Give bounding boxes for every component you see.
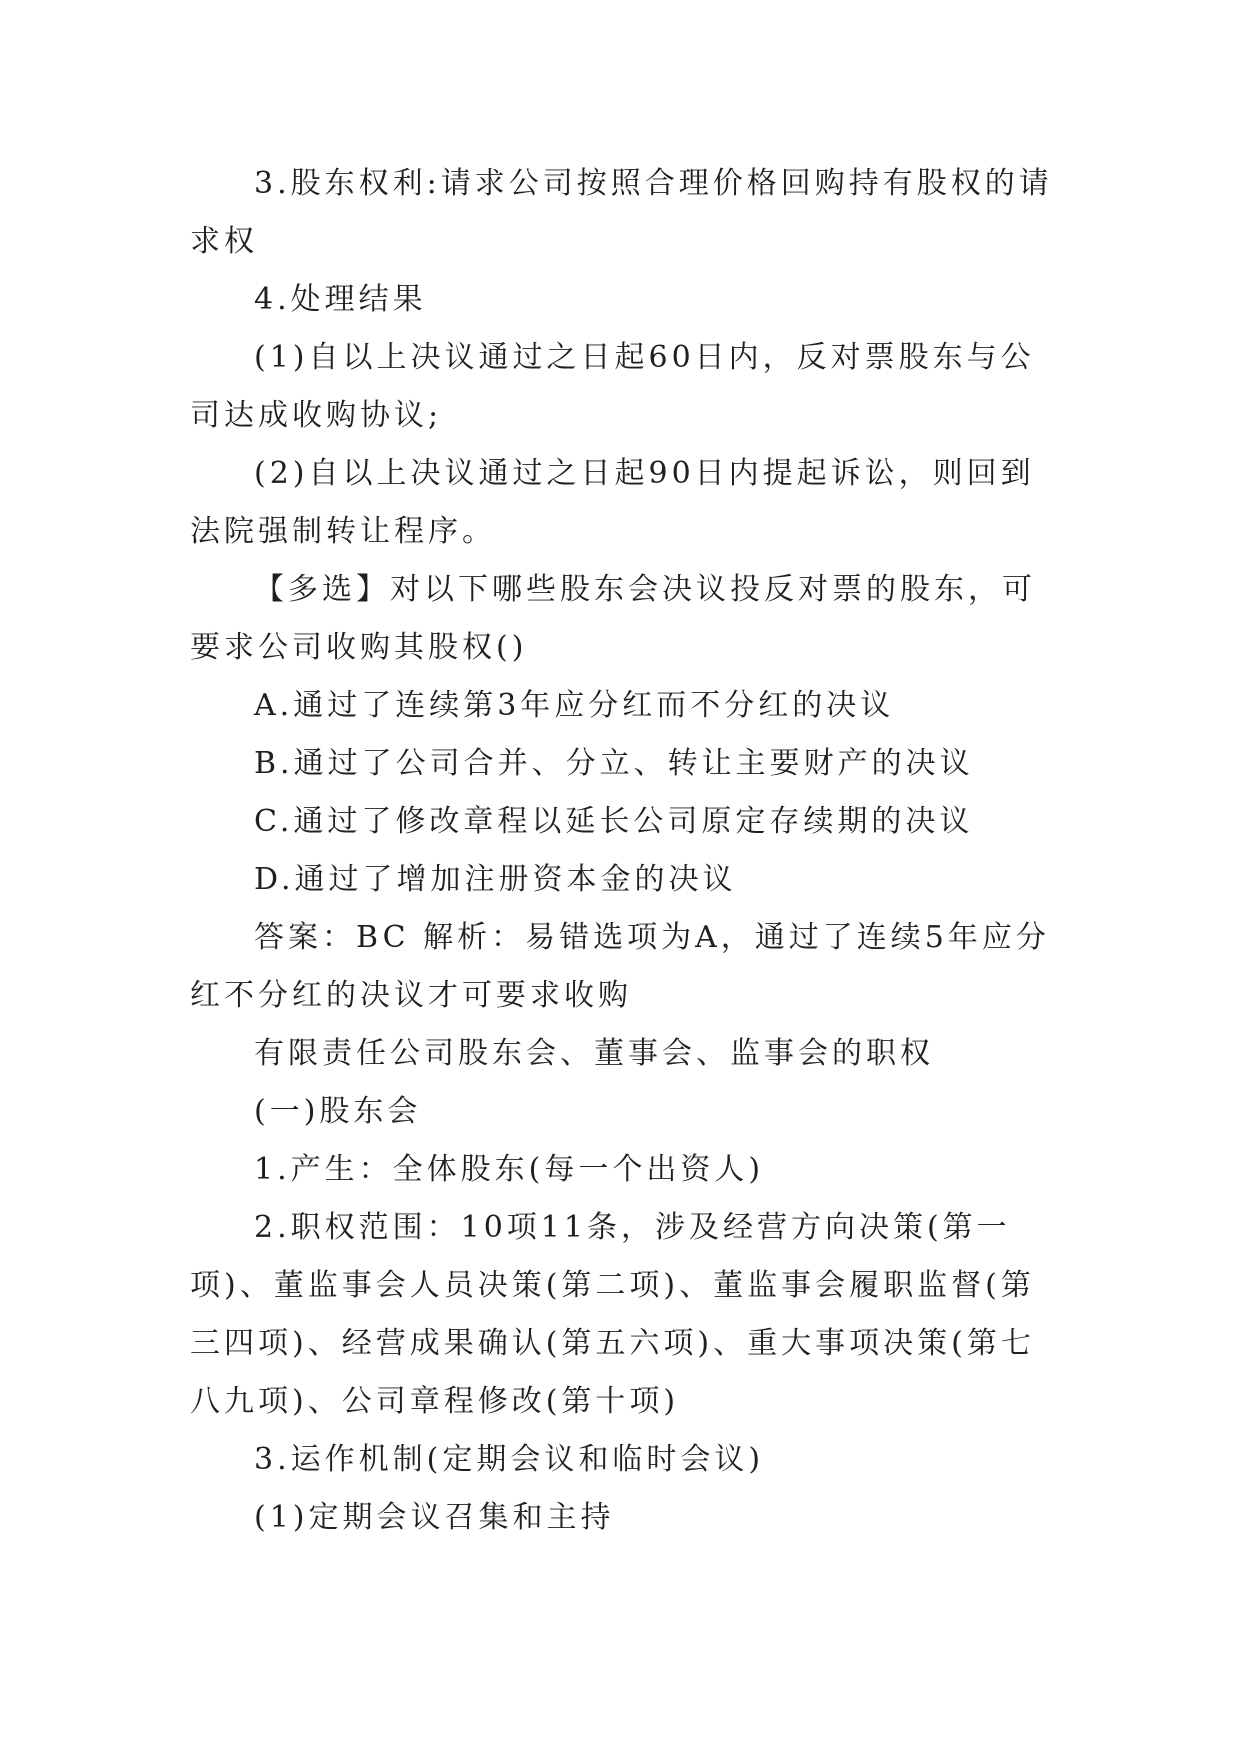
paragraph-formation: 1.产生：全体股东(每一个出资人) xyxy=(254,1152,765,1187)
paragraph-operating-mechanism: 3.运作机制(定期会议和临时会议) xyxy=(254,1442,765,1477)
paragraph-scope-of-powers: 2.职权范围：10项11条，涉及经营方向决策(第一项)、董监事会人员决策(第二项)、董监事会履职监督(第三四项)、经营成果确认(第五六项)、重大事项决策(第七八九项)、公司章程修改(第十项) xyxy=(190,1210,1035,1419)
paragraph-shareholders-meeting-heading: (一)股东会 xyxy=(254,1094,422,1129)
paragraph-option-a: A.通过了连续第3年应分红而不分红的决议 xyxy=(254,688,895,723)
document-body xyxy=(190,155,1060,1547)
paragraph-option-c: C.通过了修改章程以延长公司原定存续期的决议 xyxy=(254,804,974,839)
paragraph-option-b: B.通过了公司合并、分立、转让主要财产的决议 xyxy=(254,746,974,781)
paragraph-regular-meeting: (1)定期会议召集和主持 xyxy=(254,1500,615,1535)
paragraph-handling-result-heading: 4.处理结果 xyxy=(254,282,427,317)
paragraph-result-90-days: (2)自以上决议通过之日起90日内提起诉讼，则回到法院强制转让程序。 xyxy=(190,456,1035,549)
paragraph-multiple-choice-question: 【多选】对以下哪些股东会决议投反对票的股东，可要求公司收购其股权() xyxy=(190,572,1036,665)
paragraph-section-heading: 有限责任公司股东会、董事会、监事会的职权 xyxy=(254,1036,934,1071)
paragraph-option-d: D.通过了增加注册资本金的决议 xyxy=(254,862,737,897)
paragraph-answer-explanation: 答案：BC 解析：易错选项为A，通过了连续5年应分红不分红的决议才可要求收购 xyxy=(190,920,1050,1013)
paragraph-shareholder-rights: 3.股东权利:请求公司按照合理价格回购持有股权的请求权 xyxy=(190,166,1053,259)
paragraph-result-60-days: (1)自以上决议通过之日起60日内，反对票股东与公司达成收购协议; xyxy=(190,340,1035,433)
